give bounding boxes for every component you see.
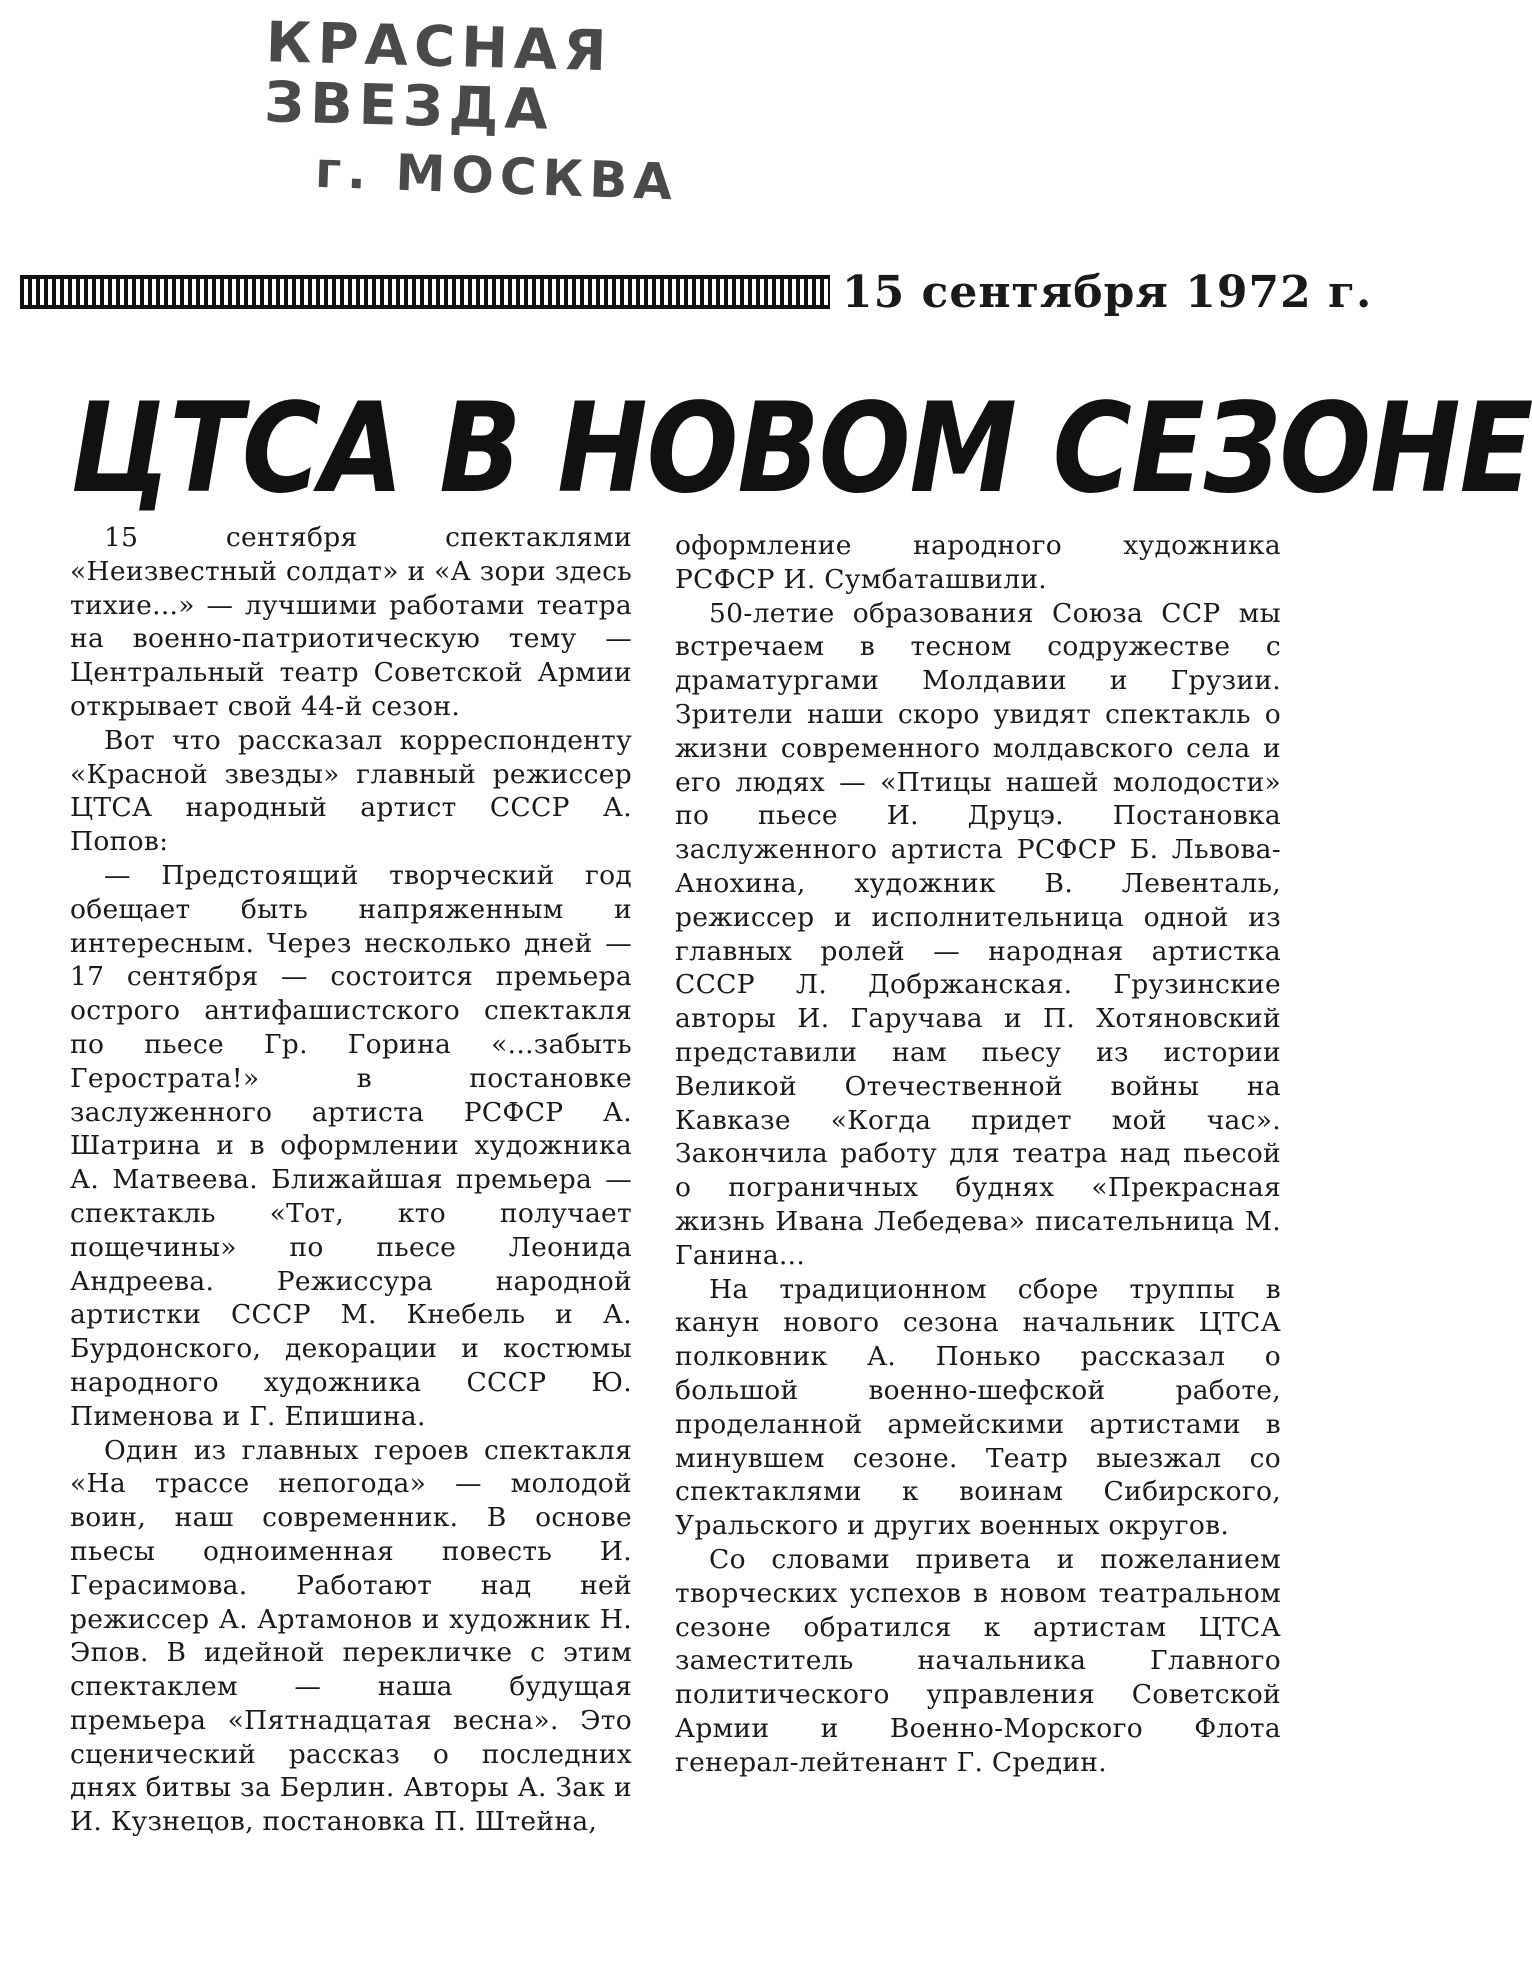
article-column-right [675, 529, 1281, 1779]
dateline-bar [20, 262, 1373, 322]
paragraph-continued: оформление народного художника РСФСР И. Сумбаташвили. [675, 530, 1281, 595]
paragraph: Один из главных героев спектакля «На трассе непогода» — молодой воин, наш современник. В основе пьесы одноименная повесть И. Герасимова. Работают над ней режиссер А. Артамонов и художник Н. Эпов. В идейной перекличке с этим спектаклем — наша будущая премьера «Пятнадцатая весна». Это сценический рассказ о последних днях битвы за Берлин. Авторы А. Зак и И. Кузнецов, постановка П. Штейна, [70, 1434, 632, 1838]
article-headline: ЦТСА В НОВОМ СЕЗОНЕ [70, 377, 1532, 522]
paragraph: — Предстоящий творческий год обещает быть напряженным и интересным. Через несколько дней — 17 сентября — состоится премьера острого антифашистского спектакля по пьесе Гр. Горина «...забыть Герострата!» в постановке заслуженного артиста РСФСР А. Шатрина и в оформлении художника А. Матвеева. Ближайшая премьера — спектакль «Тот, кто получает пощечины» по пьесе Леонида Андреева. Режиссура народной артистки СССР М. Кнебель и А. Бурдонского, декорации и костюмы народного художника СССР Ю. Пименова и Г. Епишина. [70, 859, 632, 1432]
paragraph: На традиционном сборе труппы в канун нового сезона начальник ЦТСА полковник А. Понько рассказал о большой военно-шефской работе, проделанной армейскими артистами в минувшем сезоне. Театр выезжал со спектаклями к воинам Сибирского, Уральского и других военных округов. [675, 1273, 1281, 1542]
paragraph: Вот что рассказал корреспонденту «Красной звезды» главный режиссер ЦТСА народный артист СССР А. Попов: [70, 724, 632, 858]
masthead-stamp [263, 10, 785, 212]
publication-date: 15 сентября 1972 г. [842, 266, 1373, 318]
paragraph: 50-летие образования Союза ССР мы встречаем в тесном содружестве с драматургами Молдавии и Грузии. Зрители наши скоро увидят спектакль о жизни современного молдавского села и его людях — «Птицы нашей молодости» по пьесе И. Друцэ. Постановка заслуженного артиста РСФСР Б. Львова-Анохина, художник В. Левенталь, режиссер и исполнительница одной из главных ролей — народная артистка СССР Л. Добржанская. Грузинские авторы И. Гаручава и П. Хотяновский представили нам пьесу из истории Великой Отечественной войны на Кавказе «Когда придет мой час». Закончила работу для театра над пьесой о пограничных буднях «Прекрасная жизнь Ивана Лебедева» писательница М. Ганина... [675, 597, 1281, 1271]
masthead-newspaper-name: КРАСНАЯ ЗВЕЗДА [263, 10, 614, 143]
paragraph: Со словами привета и пожеланием творческих успехов в новом театральном сезоне обратился к артистам ЦТСА заместитель начальника Главного политического управления Советской Армии и Военно-Морского Флота генерал-лейтенант Г. Средин. [675, 1543, 1281, 1778]
decorative-rule [20, 275, 830, 309]
article-column-left [70, 521, 632, 1839]
masthead-city: г. МОСКВА [314, 140, 680, 212]
paragraph: 15 сентября спектаклями «Неизвестный солдат» и «А зори здесь тихие...» — лучшими работами театра на военно-патриотическую тему — Центральный театр Советской Армии открывает свой 44-й сезон. [70, 522, 632, 722]
